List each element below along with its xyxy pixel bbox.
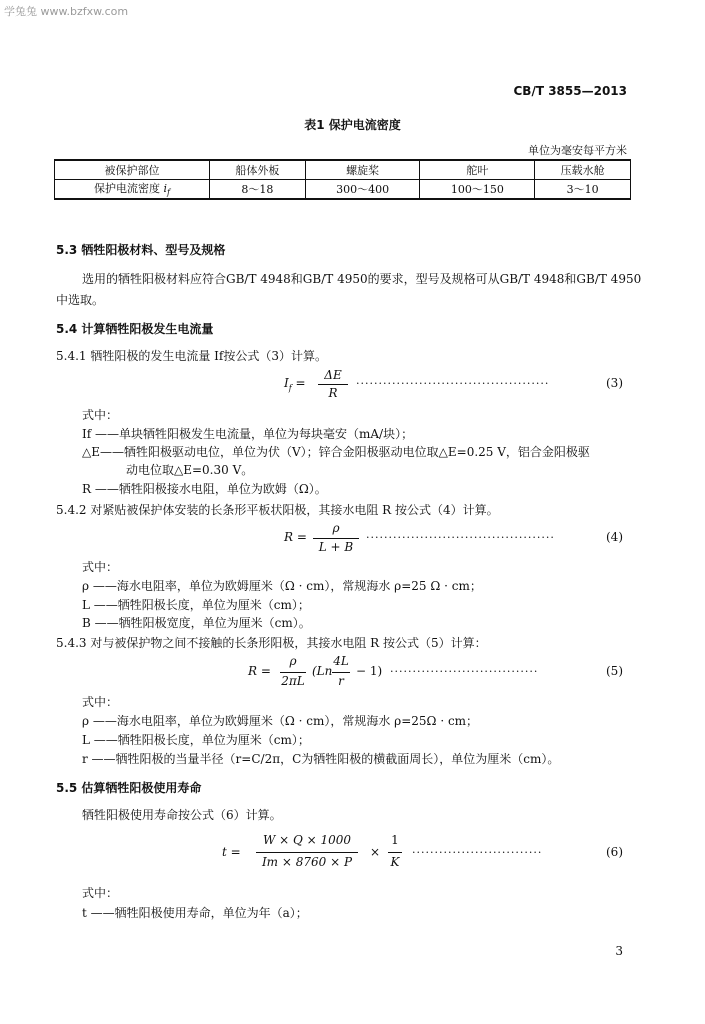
definition-line: ρ ——海水电阻率，单位为欧姆厘米（Ω · cm），常规海水 ρ=25 Ω · cm； [82, 579, 482, 593]
definition-line: △E——牺牲阳极驱动电位，单位为伏（V）；锌合金阳极驱动电位取△E=0.25 V，铝合金阳极驱 [82, 445, 590, 459]
where-label: 式中： [82, 560, 119, 574]
section-5-3-heading: 5.3 牺牲阳极材料、型号及规格 [56, 243, 226, 257]
table-header-cell: 被保护部位 [55, 160, 210, 180]
watermark: 学兔兔 www.bzfxw.com [4, 5, 129, 18]
section-5-3-para-line2: 中选取。 [56, 293, 105, 307]
table-cell: 300～400 [305, 180, 420, 200]
table-header-cell: 螺旋桨 [305, 160, 420, 180]
current-density-table [54, 159, 631, 200]
table-header-cell: 压载水舱 [535, 160, 631, 180]
section-5-4-heading: 5.4 计算牺牲阳极发生电流量 [56, 322, 214, 336]
definition-line: t ——牺牲阳极使用寿命，单位为年（a）； [82, 906, 308, 920]
definition-line: R ——牺牲阳极接水电阻，单位为欧姆（Ω）。 [82, 482, 327, 496]
page-number: 3 [615, 944, 623, 958]
section-5-5-heading: 5.5 估算牺牲阳极使用寿命 [56, 781, 202, 795]
table-caption: 表1 保护电流密度 [304, 118, 401, 132]
section-5-3-para-line1: 选用的牺牲阳极材料应符合GB/T 4948和GB/T 4950的要求，型号及规格可从GB/T 4948和GB/T 4950 [82, 272, 642, 286]
table-row [55, 180, 631, 200]
section-5-4-1: 5.4.1 牺牲阳极的发生电流量 If按公式（3）计算。 [56, 349, 327, 363]
where-label: 式中： [82, 886, 119, 900]
section-5-4-2: 5.4.2 对紧贴被保护体安装的长条形平板状阳极，其接水电阻 R 按公式（4）计算。 [56, 503, 499, 517]
table-header-row [55, 160, 631, 180]
table-cell: 100～150 [420, 180, 535, 200]
table-header-cell: 舵叶 [420, 160, 535, 180]
definition-line: 动电位取△E=0.30 V。 [126, 463, 254, 477]
table-header-cell: 船体外板 [210, 160, 306, 180]
where-label: 式中： [82, 408, 119, 422]
definition-line: If ——单块牺牲阳极发生电流量，单位为每块毫安（mA/块）； [82, 427, 414, 441]
section-5-4-3: 5.4.3 对与被保护物之间不接触的长条形阳极，其接水电阻 R 按公式（5）计算： [56, 636, 487, 650]
table-cell: 3～10 [535, 180, 631, 200]
definition-line: L ——牺牲阳极长度，单位为厘米（cm）； [82, 733, 310, 747]
standard-number: CB/T 3855—2013 [513, 84, 627, 98]
definition-line: L ——牺牲阳极长度，单位为厘米（cm）； [82, 598, 310, 612]
section-5-5-intro: 牺牲阳极使用寿命按公式（6）计算。 [82, 808, 282, 822]
table-row-label: 保护电流密度 $i_f$ [55, 180, 210, 200]
table-unit: 单位为毫安每平方米 [528, 144, 627, 157]
definition-line: B ——牺牲阳极宽度，单位为厘米（cm）。 [82, 616, 311, 630]
where-label: 式中： [82, 695, 119, 709]
definition-line: ρ ——海水电阻率，单位为欧姆厘米（Ω · cm），常规海水 ρ=25Ω · cm； [82, 714, 479, 728]
definition-line: r ——牺牲阳极的当量半径（r=C/2π，C为牺牲阳极的横截面周长），单位为厘米（cm）。 [82, 752, 560, 766]
table-cell: 8～18 [210, 180, 306, 200]
